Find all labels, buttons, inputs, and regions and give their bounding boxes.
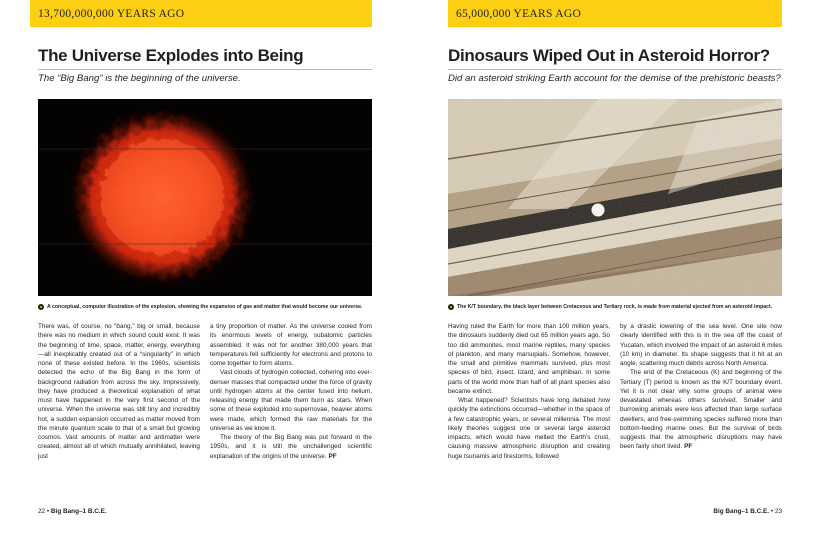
headline-rule [448,69,782,70]
kt-boundary-photo [448,99,782,296]
deck: Did an asteroid striking Earth account for the demise of the prehistoric beasts? [448,73,781,84]
author-initials: PF [684,443,693,451]
author-initials: PF [328,452,337,460]
paragraph: Vast clouds of hydrogen collected, cohering into ever-denser masses that compacted under the force of gravity until hydrogen atoms at the center fused into helium, releasing energy that made them burn as stars. When some of these exploded into supernovae, heavier atoms were made, which formed the raw materials for the universe as we know it. [210,369,372,432]
body-column-1 [448,322,610,461]
paragraph: There was, of course, no “bang,” big or small, because there was no medium in which sound could exist. It was the beginning of time, space, matter, energy, everything—all inexplicably created out of a “singularity” in which none of these existed before. In the 1960s, scientists detected the echo of the Big Bang in the form of background radiation from across the sky. Impressively, they have produced a theoretical explanation of what must have happened in the very first second of the universe. When the universe was still tiny and incredibly hot, a sudden expansion occurred as matter moved from the minute quantum scale to that of a small but growing cosmos. Vast amounts of matter and antimatter were created, almost all of which mutually annihilated, leaving just [38,323,200,460]
year-banner [30,0,372,27]
caption-text: The K/T boundary, the black layer between Cretaceous and Tertiary rock, is made from material ejected from an asteroid impact. [457,304,773,310]
paragraph: What happened? Scientists have long debated how quickly the extinctions occurred—whether in the space of a few catastrophic years, or several millennia. The most likely theories suggest one or several large asteroid impacts, which would have melted the Earth’s crust, causing massive atmospheric disruption and creating huge tsunamis and firestorms, followed [448,397,610,460]
paragraph: by a drastic lowering of the sea level. One site now clearly identified with this is in the sea off the coast of Yucatan, which involved the impact of an asteroid 6 miles (10 km) in diameter. Its shape suggests that it hit at an angle, scattering much debris across North America. [620,323,782,367]
body-column-2 [620,322,782,452]
photo-caption [38,304,372,310]
headline: The Universe Explodes into Being [38,46,304,65]
page-footer [38,508,107,515]
photo-caption [448,304,782,310]
year-banner [448,0,782,27]
footer-bullet: • [46,508,50,515]
section-title: Big Bang–1 B.C.E. [50,508,107,515]
year-label: 13,700,000,000 YEARS AGO [38,7,185,20]
camera-icon [38,304,44,310]
headline-rule [38,69,372,70]
page-footer [713,508,782,515]
page-number: 22 [38,508,46,515]
headline: Dinosaurs Wiped Out in Asteroid Horror? [448,46,770,65]
paragraph: Having ruled the Earth for more than 100 million years, the dinosaurs suddenly died out 65 million years ago. So too did ammonites, most marine reptiles, many species of plankton, and many marsupials. Somehow, however, the small and primitive mammals survived, plus most species of bird, insect, lizard, and amphibian. In some parts of the world more than half of all plant species also became extinct. [448,323,610,395]
paragraph [620,368,782,451]
section-title: Big Bang–1 B.C.E. [713,508,770,515]
body-column-2 [210,322,372,461]
paragraph: a tiny proportion of matter. As the universe cooled from its enormous levels of energy, subatomic particles assembled. It was not for another 380,000 years that temperatures fell sufficiently for electrons and protons to come together to form atoms. [210,323,372,367]
body-column-1 [38,322,200,461]
right-page [410,0,820,537]
paragraph [210,433,372,461]
paragraph-text: The theory of the Big Bang was put forward in the 1950s, and it is still the unchallenged scientific explanation of the origins of the universe. [210,434,372,460]
year-label: 65,000,000 YEARS AGO [456,7,582,20]
paragraph-text: The end of the Cretaceous (K) and beginning of the Tertiary (T) period is known as the K/T boundary event. Yet it is not clear why some groups of animal were devastated whereas others survived. Smaller and burrowing animals were less affected than large surface dwellers, and free-swimming species suffered more than bottom-feeding marine ones. But the survival of birds suggests that the atmospheric disruptions may have been fairly short lived. [620,369,782,451]
camera-icon [448,304,454,310]
page-number: 23 [774,508,782,515]
footer-bullet: • [770,508,774,515]
big-bang-illustration [38,99,372,296]
deck: The “Big Bang” is the beginning of the universe. [38,73,241,84]
caption-text: A conceptual, computer illustration of the explosion, showing the expansion of gas and matter that would become our universe. [47,304,363,310]
